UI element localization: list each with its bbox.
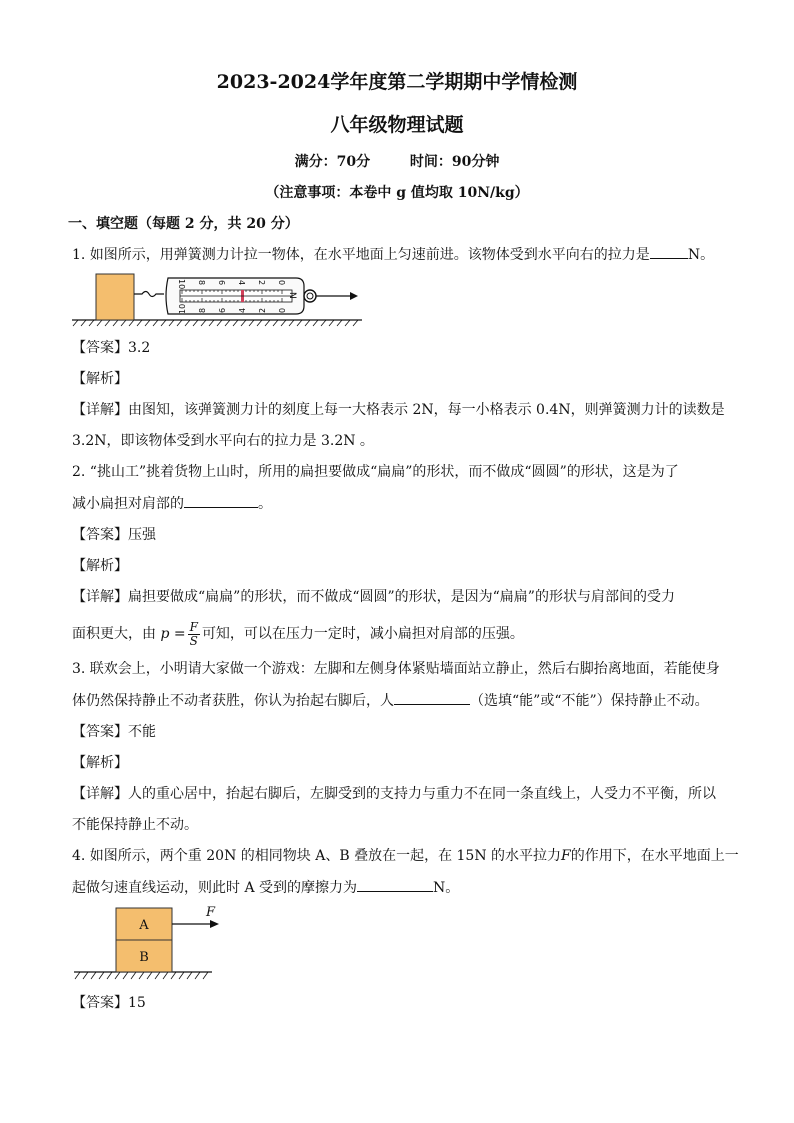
q2-text-1: 2. “挑山工”挑着货物上山时，所用的扁担要做成“扁扁”的形状，而不做成“圆圆”的形状，这是为了 [72, 464, 679, 480]
q1-blank [650, 244, 688, 259]
detail-label: 【详解】 [72, 402, 128, 418]
q3-detail-2: 不能保持静止不动。 [72, 817, 198, 833]
q2-detail-2a: 面积更大，由 [72, 626, 156, 642]
q2-question: 减小扁担对肩部的 [72, 496, 184, 512]
scale-top-10: 10 [177, 279, 186, 290]
time-text: 时间：90分钟 [409, 154, 500, 170]
q3-question: 体仍然保持静止不动者获胜，你认为抬起右脚后，人 [72, 693, 394, 709]
scale-bottom-2: 2 [258, 307, 267, 313]
scale-top-8: 8 [197, 280, 206, 286]
block-a-label: A [139, 918, 149, 933]
q4-question-a: 4. 如图所示，两个重 20N 的相同物块 A、B 叠放在一起，在 15N 的水平拉力 [72, 848, 562, 864]
q4-text-2 [72, 877, 734, 898]
q4-text-1 [72, 846, 739, 866]
q2-answer: 压强 [128, 527, 156, 543]
formula-lhs: p = [160, 626, 186, 642]
fraction-numerator: F [189, 619, 198, 634]
scale-bottom-4: 4 [238, 307, 247, 313]
q3-answer-row [72, 722, 734, 742]
q3-blank [394, 690, 470, 705]
detail-label: 【详解】 [72, 589, 128, 605]
stacked-blocks-figure [72, 902, 222, 986]
q4-question-b: 的作用下，在水平地面上一 [570, 848, 739, 864]
q2-analysis-label: 【解析】 [72, 558, 128, 574]
scale-bottom-10: 10 [178, 303, 187, 314]
q1-detail-row [72, 400, 734, 420]
q4-answer: 15 [128, 995, 146, 1011]
scale-top-4: 4 [237, 280, 246, 286]
spring-scale-figure [72, 268, 372, 328]
scale-unit-label: N [287, 292, 297, 299]
pulled-block [96, 274, 134, 320]
q1-analysis-label: 【解析】 [72, 371, 128, 387]
q1-detail-2: 3.2N，即该物体受到水平向右的拉力是 3.2N 。 [72, 433, 374, 449]
q2-end: 。 [258, 496, 272, 512]
scale-top-2: 2 [257, 280, 266, 286]
scale-bottom-8: 8 [198, 307, 207, 313]
scale-top-0: 0 [277, 280, 286, 286]
answer-label: 【答案】 [72, 724, 128, 740]
exam-subtitle: 八年级物理试题 [330, 114, 464, 136]
q4-unit: N。 [433, 880, 460, 896]
q3-text-2 [72, 690, 734, 711]
q3-analysis-label: 【解析】 [72, 755, 128, 771]
q1-question: 1. 如图所示，用弹簧测力计拉一物体，在水平地面上匀速前进。该物体受到水平向右的拉力是 [72, 247, 650, 263]
q2-detail: 扁担要做成“扁扁”的形状，而不做成“圆圆”的形状，是因为“扁扁”的形状与肩部间的受力 [128, 589, 675, 605]
q2-answer-row [72, 525, 734, 545]
force-label: F [206, 905, 216, 920]
q4-question-c: 起做匀速直线运动，则此时 A 受到的摩擦力为 [72, 880, 358, 896]
exam-title: 2023-2024学年度第二学期期中学情检测 [216, 71, 578, 93]
q3-choice: （选填“能”或“不能”）保持静止不动。 [470, 693, 709, 709]
scale-ring [304, 290, 316, 302]
detail-label: 【详解】 [72, 786, 128, 802]
q2-text-2 [72, 493, 734, 514]
scale-bottom-0: 0 [278, 307, 287, 313]
answer-label: 【答案】 [72, 995, 128, 1011]
fraction-denominator: S [189, 633, 198, 648]
q3-text-1: 3. 联欢会上，小明请大家做一个游戏：左脚和左侧身体紧贴墙面站立静止，然后右脚抬离地面，若能使身 [72, 661, 720, 677]
q2-detail-row [72, 587, 734, 607]
q4-answer-row [72, 993, 734, 1013]
q1-unit: N。 [687, 247, 715, 263]
q1-text [72, 244, 734, 265]
score-text: 满分：70分 [294, 154, 371, 170]
q3-answer: 不能 [128, 724, 156, 740]
scale-bottom-6: 6 [218, 307, 227, 313]
q3-detail: 人的重心居中，抬起右脚后，左脚受到的支持力与重力不在同一条直线上，人受力不平衡，所以 [128, 786, 716, 802]
q2-detail-2 [72, 620, 734, 648]
q1-detail: 由图知，该弹簧测力计的刻度上每一大格表示 2N，每一小格表示 0.4N，则弹簧测力计的读数是 [128, 402, 725, 418]
q3-detail-row [72, 784, 734, 804]
q2-blank [184, 493, 258, 508]
q4-blank [357, 877, 433, 892]
scale-top-6: 6 [217, 280, 226, 286]
pressure-fraction [188, 621, 200, 648]
q1-answer-row [72, 338, 734, 358]
q4-force-symbol: F [561, 848, 571, 864]
answer-label: 【答案】 [72, 340, 128, 356]
exam-notice: （注意事项：本卷中 g 值均取 10N/kg） [265, 185, 529, 201]
answer-label: 【答案】 [72, 527, 128, 543]
q1-answer: 3.2 [128, 340, 151, 356]
section-heading: 一、填空题（每题 2 分，共 20 分） [68, 216, 299, 232]
exam-meta [0, 152, 794, 172]
hook [134, 292, 164, 297]
block-b-label: B [139, 950, 149, 965]
q2-detail-2b: 可知，可以在压力一定时，减小扁担对肩部的压强。 [201, 626, 524, 642]
